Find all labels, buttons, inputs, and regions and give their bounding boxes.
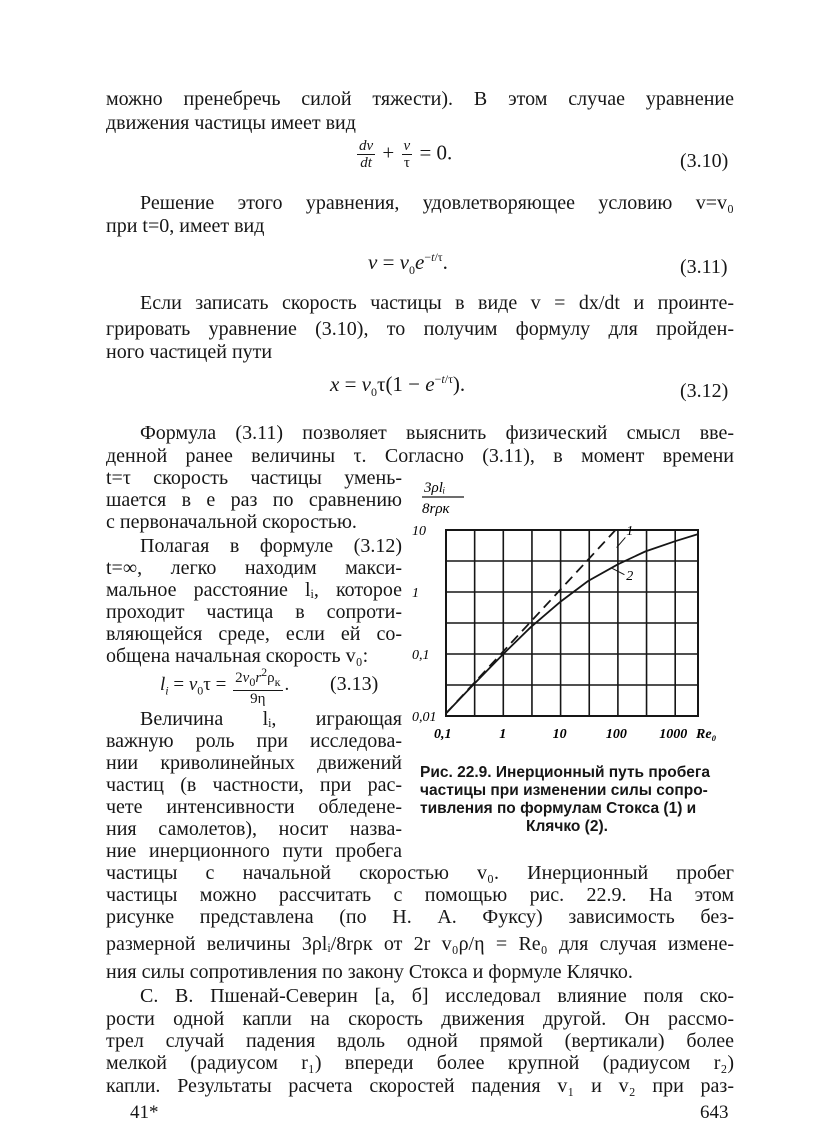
text-line: рисунке представлена (по Н. А. Фуксу) зависимость без- [106, 906, 734, 928]
figure-caption-line: Клячко (2). [526, 818, 608, 835]
text-line: капли. Результаты расчета скоростей падения v₁ и v₂ при раз- [106, 1075, 734, 1097]
text-line: размерной величины 3ρlᵢ/8rρк от 2r v₀ρ/η = Re₀ для случая измене- [106, 933, 734, 955]
equation-number: (3.13) [330, 673, 379, 695]
text-line: С. В. Пшенай-Северин [а, б] исследовал влияние поля ско- [140, 985, 734, 1007]
equation-3-10: $\frac{dv}{dt}$ + $\frac{v}{\tau}$ = 0. [359, 138, 453, 171]
y-tick-label: 0,01 [412, 710, 437, 725]
text-line: t=τ скорость частицы умень- [106, 467, 402, 489]
text-line: рости одной капли на скорость движения другой. Он рассмо- [106, 1008, 734, 1030]
curve-label-2: 2 [626, 569, 634, 585]
text-line: мальное расстояние lᵢ, которое [106, 579, 402, 601]
equation-3-12: $x = v_0\tau(1 - e^{-t/\tau})$. [330, 372, 466, 400]
page-signature: 41* [130, 1102, 159, 1123]
text-line: Если записать скорость частицы в виде v = dx/dt и проинте- [140, 292, 734, 314]
chart-ticks [412, 524, 717, 742]
text-line: частицы можно рассчитать с помощью рис. 22.9. На этом [106, 884, 734, 906]
text-line: Величина lᵢ, играющая [140, 708, 402, 730]
text-line: мелкой (радиусом r₁) впереди более крупной (радиусом r₂) [106, 1052, 734, 1074]
text-line: частицы с начальной скоростью v₀. Инерционный пробег [106, 862, 734, 884]
figure-caption-line: частицы при изменении силы сопро- [420, 782, 708, 799]
y-tick-label: 1 [412, 586, 419, 601]
text-line: Формула (3.11) позволяет выяснить физический смысл вве- [140, 422, 734, 444]
equation-3-11: $v = v_0e^{-t/\tau}$. [368, 250, 448, 278]
y-tick-label: 10 [412, 524, 426, 539]
chart-grid [446, 530, 698, 716]
text-line: нии криволинейных движений [106, 752, 402, 774]
x-tick-label: 1000 [659, 727, 688, 742]
text-line: можно пренебречь силой тяжести). В этом случае уравнение [106, 88, 734, 110]
figure-22-9-chart [408, 470, 738, 760]
curve-label-1: 1 [626, 524, 634, 540]
text-line: ния силы сопротивления по закону Стокса и формуле Клячко. [106, 961, 633, 983]
text-line: частиц (в частности, при рас- [106, 774, 402, 796]
text-line: проходит частица в сопроти- [106, 601, 402, 623]
text-line: шается в e раз по сравнению [106, 489, 402, 511]
x-tick-label: 10 [552, 727, 567, 742]
y-axis-label-numerator: 3ρlᵢ [424, 480, 446, 496]
y-axis-label-denominator: 8rρк [422, 501, 450, 517]
text-line: ние инерционного пути пробега [106, 840, 402, 862]
text-line: t=∞, легко находим макси- [106, 557, 402, 579]
text-line: движения частицы имеет вид [106, 112, 356, 134]
text-line: важную роль при исследова- [106, 730, 402, 752]
text-line: трел случай падения вдоль одной прямой (вертикали) более [106, 1030, 734, 1052]
text-line: вляющейся среде, если ей со- [106, 623, 402, 645]
text-line: Решение этого уравнения, удовлетворяющее условию v=v₀ [140, 192, 734, 214]
text-line: денной ранее величины τ. Согласно (3.11), в момент времени [106, 445, 734, 467]
x-tick-label: 1 [499, 727, 507, 742]
text-line: ния самолетов), носит назва- [106, 818, 402, 840]
text-line: при t=0, имеет вид [106, 215, 265, 237]
figure-caption-line: Рис. 22.9. Инерционный путь пробега [420, 764, 710, 781]
x-tick-label: 0,1 [434, 727, 452, 742]
y-tick-label: 0,1 [412, 648, 430, 663]
text-line: Полагая в формуле (3.12) [140, 535, 402, 557]
equation-number: (3.10) [680, 150, 729, 172]
equation-number: (3.12) [680, 380, 729, 402]
figure-caption-line: тивления по формулам Стокса (1) и [420, 800, 697, 817]
x-axis-label: Re₀ [696, 727, 717, 742]
text-line: общена начальная скорость v₀: [106, 645, 369, 667]
text-line: с первоначальной скоростью. [106, 511, 357, 533]
text-line: чете интенсивности обледене- [106, 796, 402, 818]
x-tick-label: 100 [605, 727, 627, 742]
equation-3-13: $l_i = v_0\tau$ = $\frac{2v_0r^2\rho_к}{9\eta}$ . [160, 665, 290, 707]
equation-number: (3.11) [680, 256, 728, 278]
text-line: ного частицей пути [106, 341, 273, 363]
text-line: грировать уравнение (3.10), то получим формулу для пройден- [106, 318, 734, 340]
page-number: 643 [700, 1102, 729, 1123]
